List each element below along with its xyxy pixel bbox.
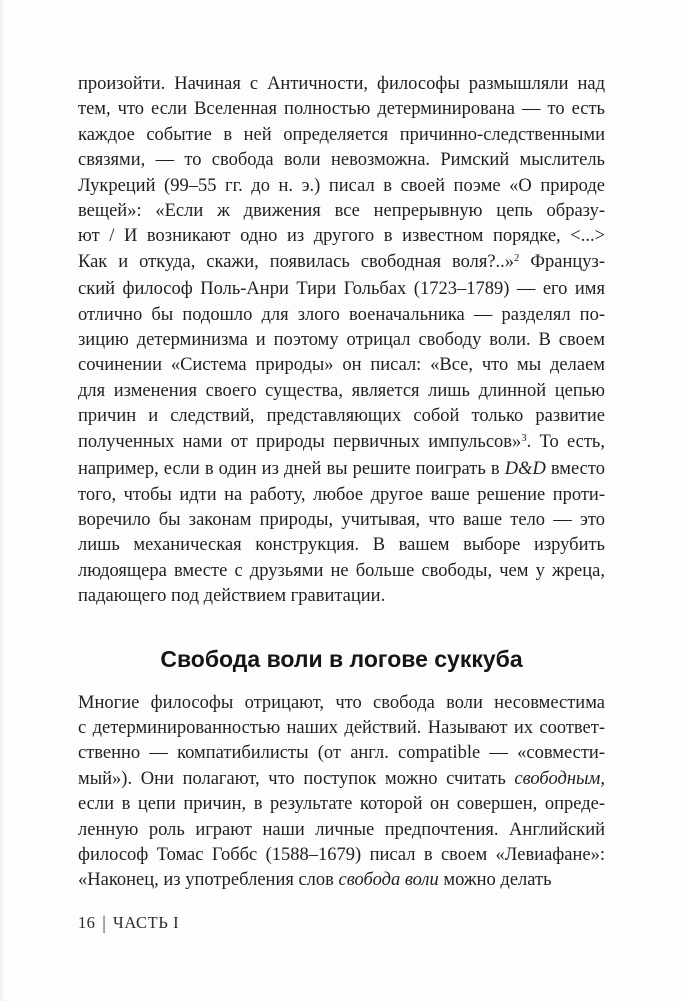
text-line: воречило бы законам природы, учитывая, что ваше тело — это: [78, 509, 605, 530]
text-line: с детерминированностью наших действий. Называют их соответ-: [78, 717, 605, 738]
text-line: например, если в один из дней вы решите поиграть в D&D вместо: [78, 459, 605, 480]
text-line: если в цепи причин, в результате которой он совершен, опреде-: [78, 794, 605, 815]
text-line: для изменения своего существа, является лишь длинной цепью: [78, 380, 605, 401]
text-line: ленную роль играют наши личные предпочтения. Английский: [78, 819, 605, 840]
footer-divider: |: [102, 911, 107, 934]
section-heading: Свобода воли в логове суккуба: [160, 645, 523, 672]
text-line: «Наконец, из употребления слов свобода воли можно делать: [78, 870, 552, 891]
footnote-marker: 2: [514, 251, 520, 264]
page-body: [78, 72, 605, 894]
footnote-marker: 3: [521, 431, 527, 444]
text-line: отлично бы подошло для злого военачальника — разделял по-: [78, 304, 605, 325]
text-line: сочинении «Система природы» он писал: «Все, что мы делаем: [78, 355, 605, 376]
text-line: вещей»: «Если ж движения все непрерывную цепь образу-: [78, 201, 605, 222]
text-line: Многие философы отрицают, что свобода воли несовместима: [78, 692, 605, 713]
text-line: зицию детерминизма и поэтому отрицал свободу воли. В своем: [78, 330, 605, 351]
text-line: падающего под действием гравитации.: [78, 586, 386, 607]
text-line: Как и откуда, скажи, появилась свободная воля?..»$^2$ Француз-: [78, 251, 605, 272]
text-line: того, чтобы идти на работу, любое другое ваше решение проти-: [78, 484, 605, 505]
text-line: связями, — то свобода воли невозможна. Римский мыслитель: [78, 150, 605, 171]
text-line: людоящера вместе с друзьями не больше свободы, чем у жреца,: [78, 560, 605, 581]
paragraph-compatibilism: [78, 691, 605, 894]
text-line: полученных нами от природы первичных импульсов»$^3$. То есть,: [78, 431, 605, 452]
page-footer: [78, 913, 179, 933]
part-label: ЧАСТЬ I: [113, 913, 180, 932]
text-line: мый»). Они полагают, что поступок можно считать свободным,: [78, 768, 605, 789]
text-line: тем, что если Вселенная полностью детерминирована — то есть: [78, 99, 605, 120]
paragraph-determinism: [78, 72, 605, 610]
text-line: ский философ Поль-Анри Тири Гольбах (1723–1789) — его имя: [78, 279, 605, 300]
text-line: каждое событие в ней определяется причинно-следственными: [78, 124, 605, 145]
text-line: ют / И возникают одно из другого в известном порядке, <...>: [78, 226, 605, 247]
page-number: 16: [78, 913, 96, 932]
text-line: лишь механическая конструкция. В вашем выборе изрубить: [78, 535, 605, 556]
text-line: Лукреций (99–55 гг. до н. э.) писал в своей поэме «О природе: [78, 175, 605, 196]
text-line: причин и следствий, представляющих собой только развитие: [78, 406, 605, 427]
text-line: произойти. Начиная с Античности, философы размышляли над: [78, 74, 605, 94]
text-line: ственно — компатибилисты (от англ. compatible — «совмести-: [78, 743, 605, 764]
text-line: философ Томас Гоббс (1588–1679) писал в своем «Левиафане»:: [78, 844, 605, 865]
